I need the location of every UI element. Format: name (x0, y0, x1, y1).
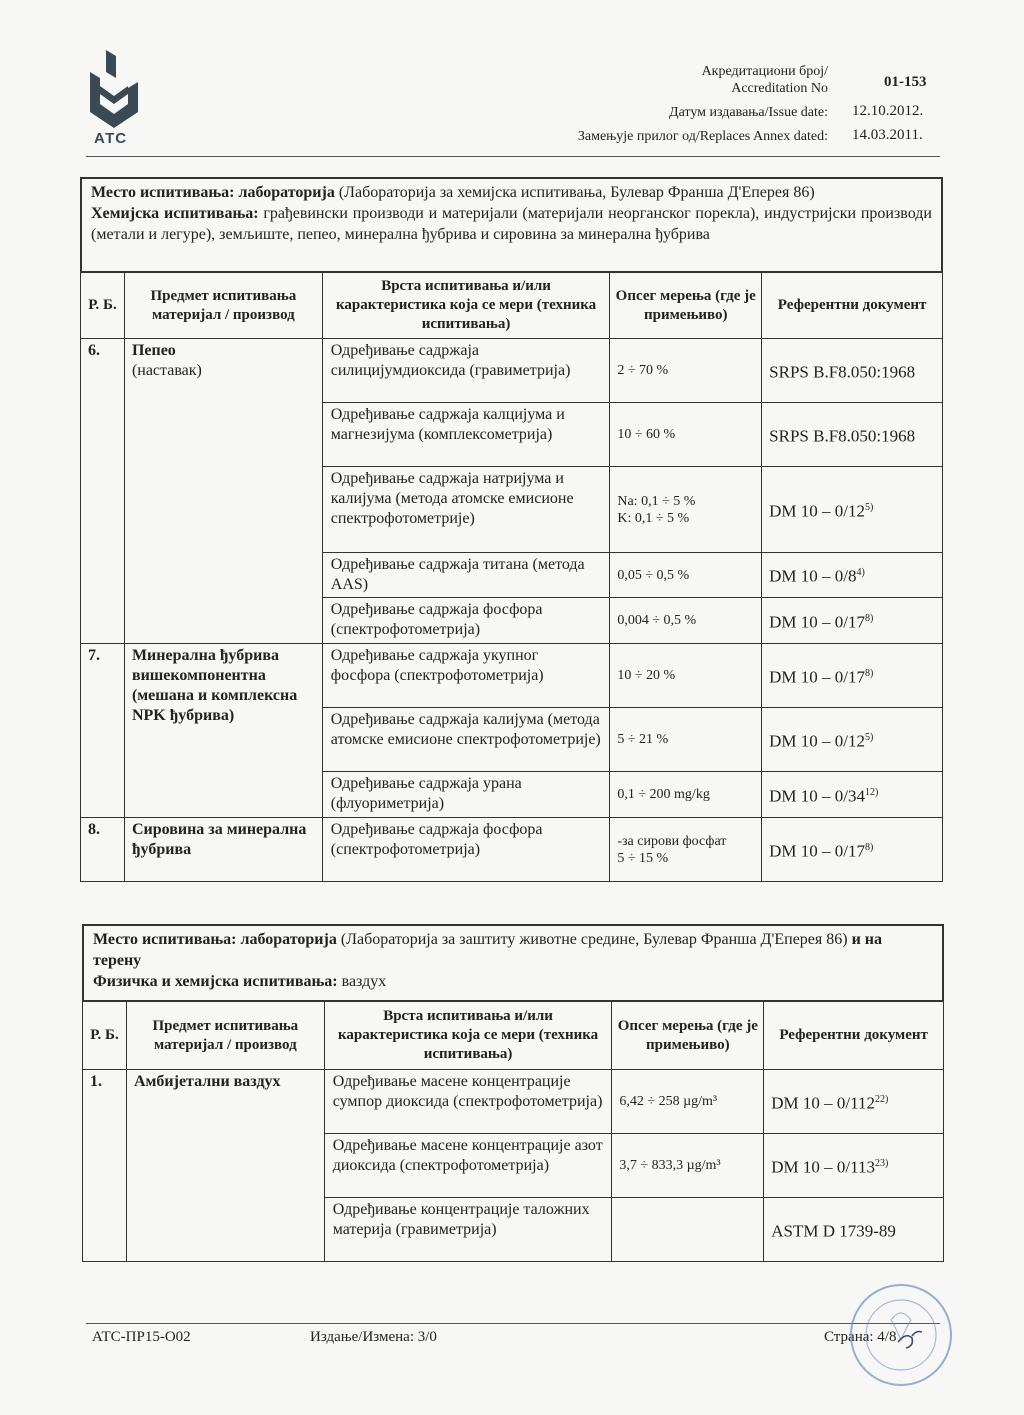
official-stamp-icon (846, 1280, 956, 1390)
subject-name: Сировина за минерална ђубрива (124, 818, 322, 882)
reference-note: 22) (874, 1093, 889, 1105)
measurement-range (610, 467, 762, 553)
table-row (83, 1070, 944, 1134)
reference-note: 8) (865, 667, 874, 679)
section2-type-label: Физичка и хемијска испитивања: (93, 973, 338, 990)
issue-date-label: Датум издавања/Issue date: (669, 105, 828, 120)
reference-text: DM 10 – 0/112 (771, 1093, 875, 1113)
reference-text: DM 10 – 0/12 (769, 731, 866, 751)
row-number: 8. (81, 818, 125, 882)
reference-text: SRPS B.F8.050:1968 (769, 362, 916, 382)
edition: Издање/Измена: 3/0 (310, 1329, 437, 1345)
test-description: Одређивање садржаја калцијума и магнезијума (комплексометрија) (322, 403, 610, 467)
subject-name: Минерална ђубрива вишекомпонентна (мешана и комплексна NPK ђубрива) (124, 644, 322, 818)
test-description: Одређивање садржаја силицијумдиоксида (гравиметрија) (322, 339, 610, 403)
section1-intro (80, 177, 943, 273)
test-description: Одређивање садржаја титана (метода AAS) (322, 553, 610, 598)
reference-document (762, 644, 943, 708)
reference-document (764, 1134, 944, 1198)
section2-place-text: (Лабораторија за заштиту животне средине, Булевар Франша Д'Еперея 86) (336, 931, 848, 948)
subject-sub: (наставак) (131, 362, 202, 379)
reference-note: 4) (856, 567, 865, 579)
col-type: Врста испитивања и/или карактеристика која се мери (техника испитивања) (322, 273, 610, 339)
table-row (81, 818, 943, 882)
subject-name: Амбијетални ваздух (126, 1070, 324, 1262)
row-number: 7. (81, 644, 125, 818)
col-subject: Предмет испитивања материјал / производ (126, 1002, 324, 1070)
col-type: Врста испитивања и/или карактеристика која се мери (техника испитивања) (324, 1002, 612, 1070)
section2-place-label2: и на терену (93, 931, 883, 969)
form-code: АТС-ПР15-О02 (92, 1329, 191, 1345)
reference-note: 5) (865, 731, 874, 743)
measurement-range: 5 ÷ 21 % (610, 708, 762, 772)
reference-text: DM 10 – 0/34 (769, 786, 866, 806)
reference-text: DM 10 – 0/17 (769, 612, 866, 632)
section1-place-label: Место испитивања: лабораторија (91, 184, 335, 201)
col-rb: Р. Б. (83, 1002, 127, 1070)
test-description: Одређивање садржаја калијума (метода атомске емисионе спектрофотометрије) (322, 708, 610, 772)
reference-text: DM 10 – 0/17 (769, 667, 866, 687)
section1-type-text: грађевински производи и материјали (материјали неорганског порекла), индустријски производи (метали и легуре), земљиште, пепео, минерална ђубрива и сировина за минерална ђубрива (91, 205, 932, 243)
test-description: Одређивање масене концентрације азот диоксида (спектрофотометрија) (324, 1134, 612, 1198)
subject-cell (124, 339, 322, 644)
col-subject: Предмет испитивања материјал / производ (124, 273, 322, 339)
subject-name: Пепео (131, 342, 176, 359)
test-description: Одређивање садржаја натријума и калијума (метода атомске емисионе спектрофотометрије) (322, 467, 610, 553)
range-line1: Na: 0,1 ÷ 5 % (617, 493, 696, 509)
col-reference: Референтни документ (762, 273, 943, 339)
col-range: Опсег мерења (где је примењиво) (612, 1002, 764, 1070)
test-description: Одређивање масене концентрације сумпор диоксида (спектрофотометрија) (324, 1070, 612, 1134)
reference-document (762, 339, 943, 403)
table-row (81, 339, 943, 403)
section2-type-text: ваздух (337, 973, 387, 990)
col-range: Опсег мерења (где је примењиво) (610, 273, 762, 339)
table2 (82, 1001, 944, 1262)
reference-note: 8) (865, 612, 874, 624)
measurement-range: 0,004 ÷ 0,5 % (610, 598, 762, 644)
reference-document (762, 818, 943, 882)
reference-note: 12) (865, 786, 879, 798)
footer-divider (86, 1323, 940, 1324)
col-rb: Р. Б. (81, 273, 125, 339)
test-description: Одређивање садржаја урана (флуориметрија) (322, 772, 610, 818)
replaces-date: 14.03.2011. (852, 127, 923, 143)
accreditation-label-line2: Accreditation No (731, 81, 828, 96)
measurement-range: 10 ÷ 20 % (610, 644, 762, 708)
reference-document (762, 553, 943, 598)
measurement-range: 0,1 ÷ 200 mg/kg (610, 772, 762, 818)
measurement-range: 3,7 ÷ 833,3 µg/m³ (612, 1134, 764, 1198)
reference-text: DM 10 – 0/12 (769, 501, 866, 521)
reference-text: ASTM D 1739-89 (771, 1221, 896, 1241)
row-number: 6. (81, 339, 125, 644)
measurement-range (610, 818, 762, 882)
reference-note: 5) (865, 501, 874, 513)
range-line2: K: 0,1 ÷ 5 % (617, 510, 690, 526)
reference-document (764, 1198, 944, 1262)
page-number: Страна: 4/8 (824, 1329, 897, 1345)
reference-text: DM 10 – 0/8 (769, 566, 857, 586)
reference-note: 8) (865, 841, 874, 853)
table1 (80, 272, 943, 882)
accreditation-label-line1: Акредитациони број/ (701, 64, 828, 79)
measurement-range: 2 ÷ 70 % (610, 339, 762, 403)
table2-header-row (83, 1002, 944, 1070)
measurement-range (612, 1198, 764, 1262)
measurement-range: 6,42 ÷ 258 µg/m³ (612, 1070, 764, 1134)
measurement-range: 0,05 ÷ 0,5 % (610, 553, 762, 598)
table1-header-row (81, 273, 943, 339)
reference-document (762, 403, 943, 467)
section2-place-label: Место испитивања: лабораторија (93, 931, 337, 948)
reference-document (762, 772, 943, 818)
accreditation-number: 01-153 (884, 74, 927, 90)
test-description: Одређивање садржаја укупног фосфора (спектрофотометрија) (322, 644, 610, 708)
range-line1: -за сирови фосфат (617, 833, 727, 849)
header-divider (86, 156, 940, 157)
accreditation-label (702, 63, 828, 97)
reference-text: DM 10 – 0/17 (769, 841, 866, 861)
col-reference: Референтни документ (764, 1002, 944, 1070)
reference-document (762, 598, 943, 644)
measurement-range: 10 ÷ 60 % (610, 403, 762, 467)
logo-text: АТС (94, 130, 128, 147)
reference-document (764, 1070, 944, 1134)
issue-date: 12.10.2012. (852, 103, 924, 119)
table-row (81, 644, 943, 708)
section2-intro (82, 924, 944, 1002)
test-description: Одређивање концентрације таложних материја (гравиметрија) (324, 1198, 612, 1262)
test-description: Одређивање садржаја фосфора (спектрофотометрија) (322, 598, 610, 644)
reference-text: DM 10 – 0/113 (771, 1157, 875, 1177)
range-line2: 5 ÷ 15 % (617, 850, 669, 866)
replaces-label: Замењује прилог од/Replaces Annex dated: (577, 129, 828, 144)
reference-document (762, 708, 943, 772)
test-description: Одређивање садржаја фосфора (спектрофотометрија) (322, 818, 610, 882)
reference-text: SRPS B.F8.050:1968 (769, 426, 916, 446)
section1-place-text: (Лабораторија за хемијска испитивања, Булевар Франша Д'Еперея 86) (334, 184, 815, 201)
reference-note: 23) (874, 1157, 889, 1169)
row-number: 1. (83, 1070, 127, 1262)
reference-document (762, 467, 943, 553)
section1-type-label: Хемијска испитивања: (91, 205, 259, 222)
